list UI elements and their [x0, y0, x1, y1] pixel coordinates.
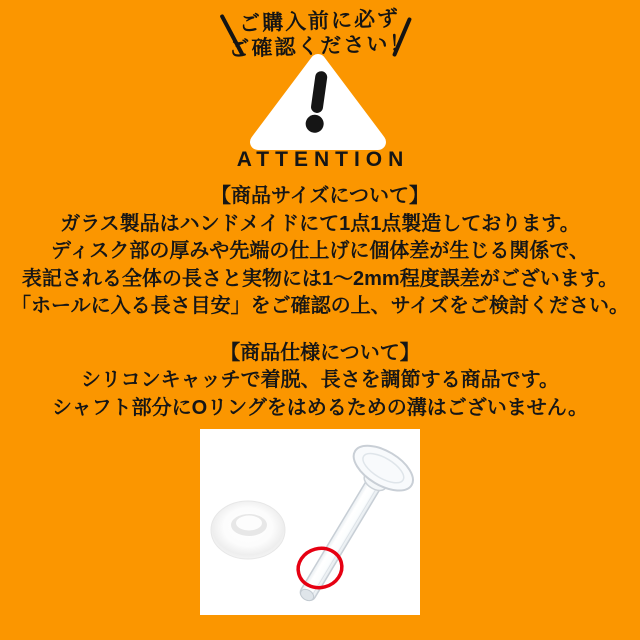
note-line-1: ご購入前に必ず	[238, 7, 401, 36]
attention-label: ATTENTION	[236, 148, 410, 171]
section-product-spec	[0, 340, 640, 423]
section-line: ガラス製品はハンドメイドにて1点1点製造しております。	[60, 212, 580, 235]
warning-triangle-icon	[248, 52, 388, 152]
section-line: シャフト部分にOリングをはめるための溝はございません。	[52, 396, 588, 419]
product-photo	[200, 429, 420, 615]
section-heading: 【商品サイズについて】	[211, 185, 429, 207]
section-line: ディスク部の厚みや先端の仕上げに個体差が生じる関係で、	[51, 240, 589, 262]
section-line: 「ホールに入る長さ目安」をご確認の上、サイズをご検討ください。	[11, 295, 629, 317]
glass-labret-stud-icon	[276, 437, 420, 615]
section-line: 表記される全体の長さと実物には1～2mm程度誤差がございます。	[21, 267, 619, 290]
section-line: シリコンキャッチで着脱、長さを調節する商品です。	[81, 369, 559, 391]
section-product-size	[0, 183, 640, 321]
section-heading: 【商品仕様について】	[220, 341, 420, 364]
silicone-catch-ring-icon	[211, 501, 285, 559]
notice-copy	[0, 183, 640, 422]
note-line-2: ご確認ください！	[228, 31, 413, 62]
